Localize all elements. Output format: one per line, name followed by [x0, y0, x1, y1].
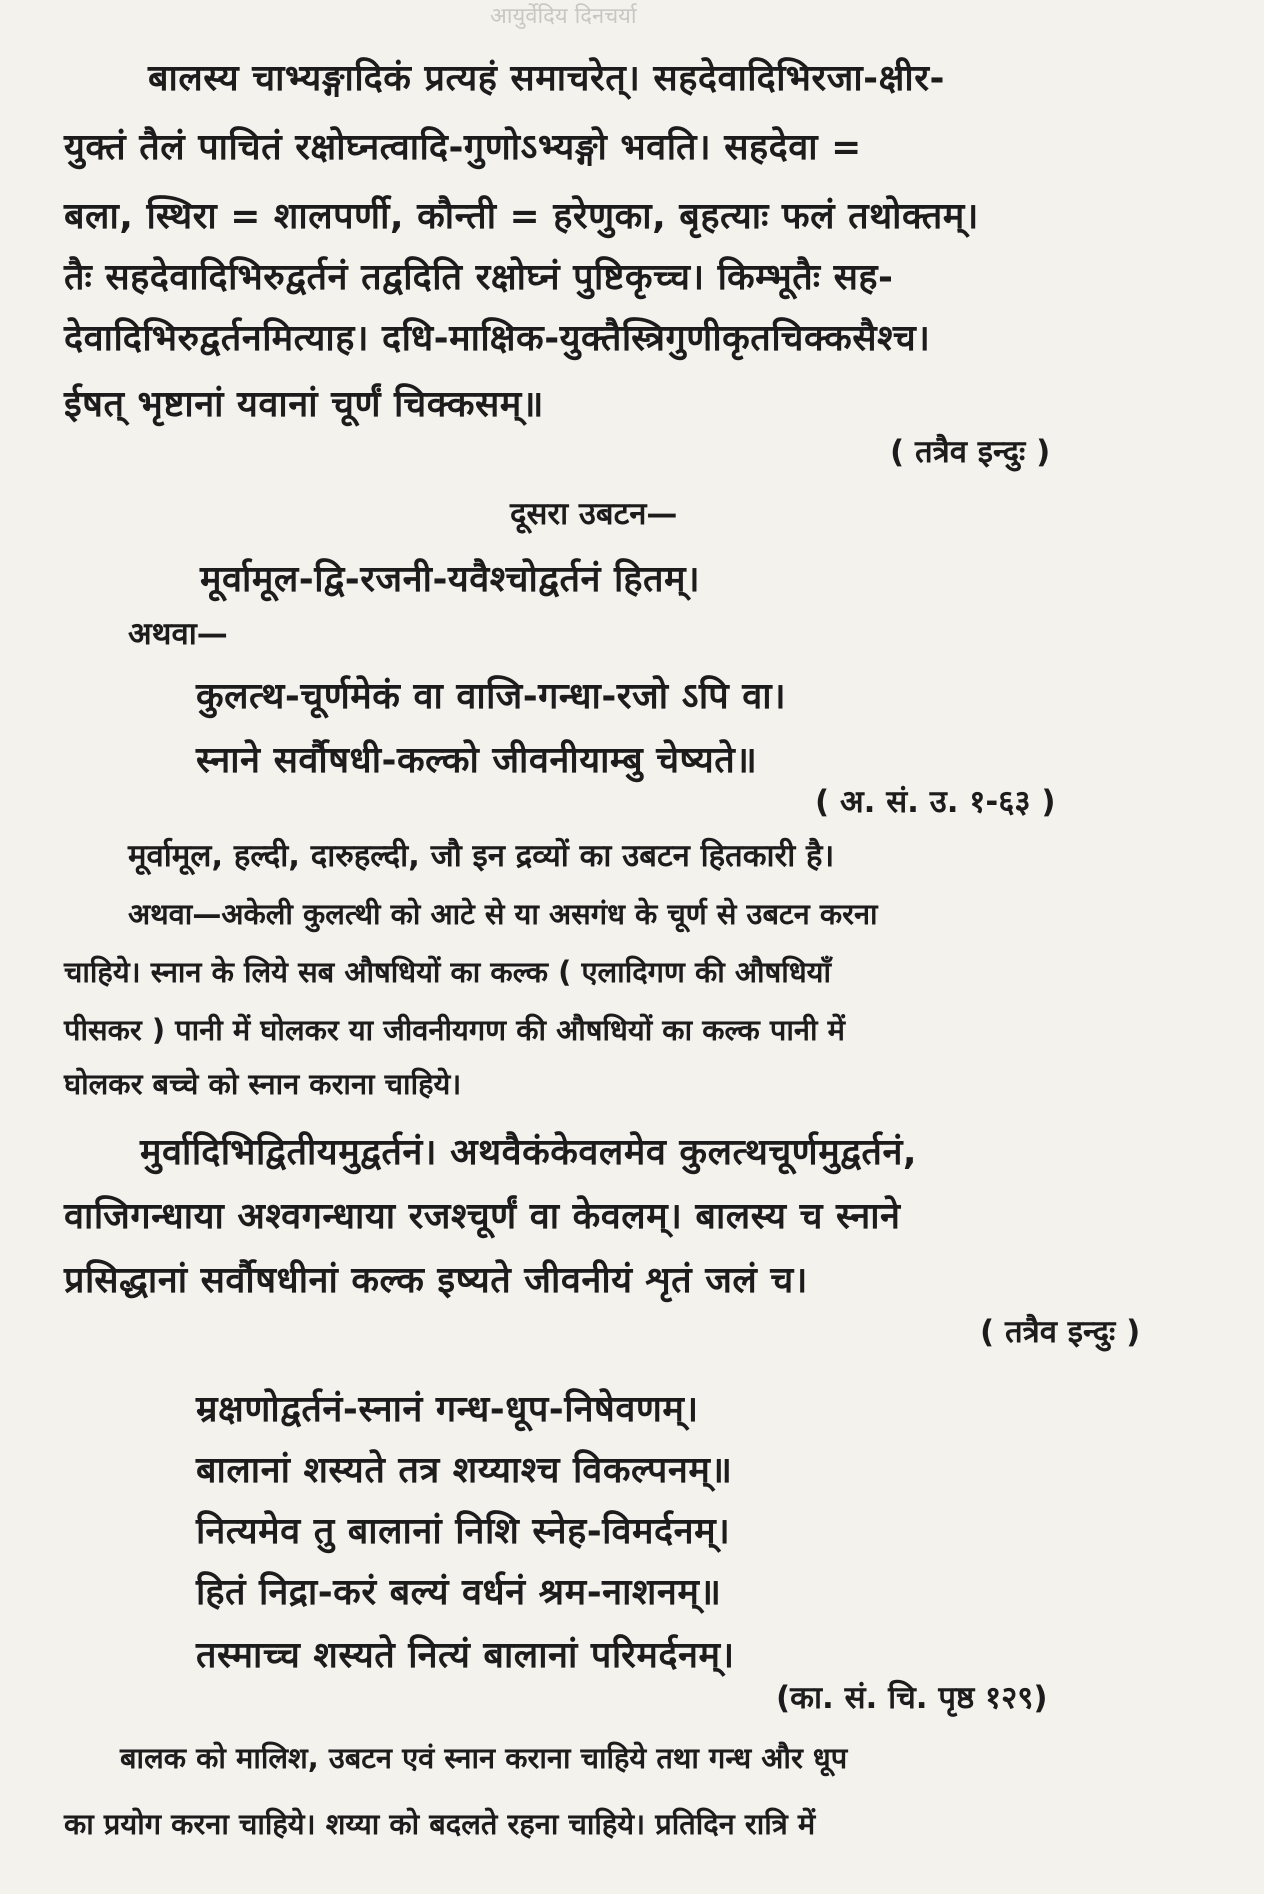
source-5: (का. सं. चि. पृष्ठ १२९): [776, 1680, 1048, 1716]
para4-line-3: प्रसिद्धानां सर्वौषधीनां कल्क इष्यते जीवनीयं शृतं जलं च।: [64, 1260, 808, 1301]
para4-line-2: वाजिगन्धाया अश्वगन्धाया रजश्चूर्णं वा केवलम्। बालस्य च स्नाने: [64, 1196, 901, 1237]
para1-line-5: देवादिभिरुद्वर्तनमित्याह। दधि-माक्षिक-युक्तैस्त्रिगुणीकृतचिक्कसैश्च।: [64, 318, 931, 359]
athava-label: अथवा—: [128, 616, 228, 652]
source-4: ( तत्रैव इन्दुः ): [980, 1314, 1141, 1350]
source-1: ( तत्रैव इन्दुः ): [890, 434, 1051, 470]
header-ghost-text: आयुर्वेदिय दिनचर्या: [490, 4, 637, 29]
para1-line-2: युक्तं तैलं पाचितं रक्षोघ्नत्वादि-गुणोऽभ्यङ्गो भवति। सहदेवा =: [64, 127, 862, 168]
para4-line-1: मुर्वादिभिद्वितीयमुद्वर्तनं। अथवैकंकेवलमेव कुलत्थचूर्णमुद्वर्तनं,: [140, 1132, 918, 1173]
verse3-line-2: स्नाने सर्वौषधी-कल्को जीवनीयाम्बु चेष्यते॥: [196, 740, 758, 781]
para1-line-6: ईषत् भृष्टानां यवानां चूर्णं चिक्कसम्॥: [64, 384, 544, 425]
hindi2-line-1: अथवा—अकेली कुलत्थी को आटे से या असगंध के चूर्ण से उबटन करना: [128, 897, 878, 931]
verse2: मूर्वामूल-द्वि-रजनी-यवैश्चोद्वर्तनं हितम्।: [200, 559, 701, 600]
verse5-line-2: बालानां शस्यते तत्र शय्याश्च विकल्पनम्॥: [196, 1450, 733, 1491]
verse5-line-4: हितं निद्रा-करं बल्यं वर्धनं श्रम-नाशनम्॥: [196, 1572, 722, 1613]
verse5-line-3: नित्यमेव तु बालानां निशि स्नेह-विमर्दनम्।: [196, 1511, 731, 1552]
hindi2-line-2: चाहिये। स्नान के लिये सब औषधियों का कल्क ( एलादिगण की औषधियाँ: [64, 955, 831, 989]
hindi2-line-4: घोलकर बच्चे को स्नान कराना चाहिये।: [64, 1067, 462, 1101]
section-heading: दूसरा उबटन—: [510, 496, 678, 532]
hindi3-line-2: का प्रयोग करना चाहिये। शय्या को बदलते रहना चाहिये। प्रतिदिन रात्रि में: [64, 1807, 816, 1841]
verse5-line-5: तस्माच्च शस्यते नित्यं बालानां परिमर्दनम्।: [196, 1635, 735, 1676]
verse3-line-1: कुलत्थ-चूर्णमेकं वा वाजि-गन्धा-रजो ऽपि वा।: [196, 676, 787, 717]
source-3: ( अ. सं. उ. १-६३ ): [815, 784, 1056, 820]
para1-line-1: बालस्य चाभ्यङ्गादिकं प्रत्यहं समाचरेत्। सहदेवादिभिरजा-क्षीर-: [148, 58, 945, 99]
hindi3-line-1: बालक को मालिश, उबटन एवं स्नान कराना चाहिये तथा गन्ध और धूप: [120, 1741, 848, 1775]
verse5-line-1: म्रक्षणोद्वर्तनं-स्नानं गन्ध-धूप-निषेवणम्।: [196, 1389, 699, 1430]
hindi1: मूर्वामूल, हल्दी, दारुहल्दी, जौ इन द्रव्यों का उबटन हितकारी है।: [128, 838, 835, 874]
hindi2-line-3: पीसकर ) पानी में घोलकर या जीवनीयगण की औषधियों का कल्क पानी में: [64, 1013, 845, 1047]
para1-line-3: बला, स्थिरा = शालपर्णी, कौन्ती = हरेणुका, बृहत्याः फलं तथोक्तम्।: [64, 196, 979, 237]
para1-line-4: तैः सहदेवादिभिरुद्वर्तनं तद्वदिति रक्षोघ्नं पुष्टिकृच्च। किम्भूतैः सह-: [64, 257, 894, 298]
